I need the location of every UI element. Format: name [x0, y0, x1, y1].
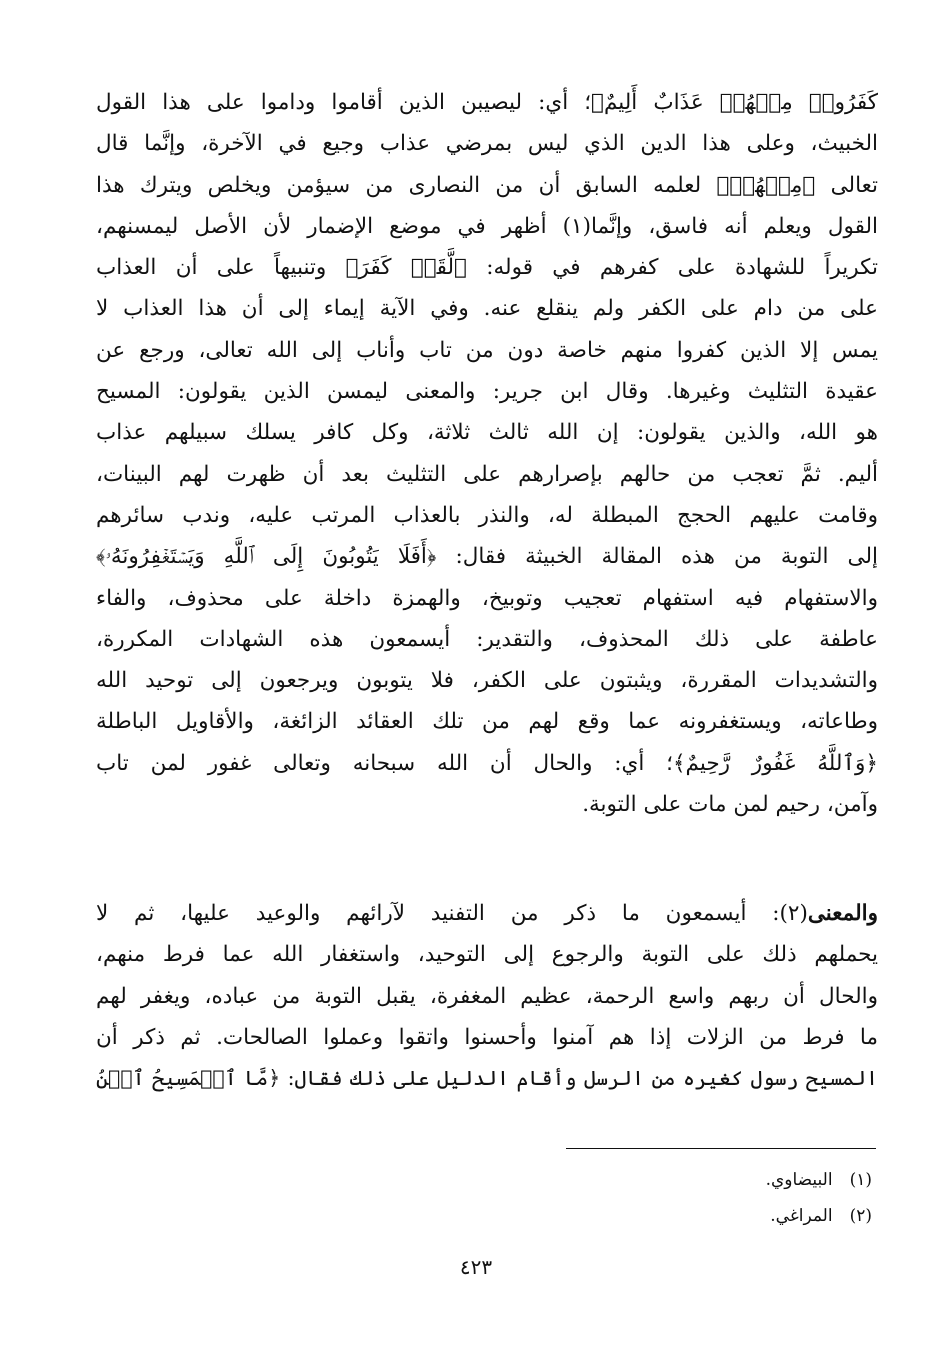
text-line: ﴿وَٱللَّهُ غَفُورٌ رَّحِيمٌ﴾؛ أي: والحال أن الله سبحانه وتعالى غفور لمن تاب	[96, 750, 878, 776]
text-line: تكريراً للشهادة على كفرهم في قوله: ﴿لَّقَدۡ كَفَرَ﴾ وتنبيهاً على أن العذاب	[96, 255, 878, 281]
footnote	[552, 1162, 872, 1198]
text-line: والاستفهام فيه استفهام تعجيب وتوبيخ، والهمزة داخلة على محذوف، والفاء	[96, 585, 878, 611]
text-line	[96, 893, 878, 934]
text-line: تعالى ﴿مِنۡهُمۡ﴾ لعلمه السابق أن من النصارى من سيؤمن ويخلص ويترك هذا	[96, 172, 878, 198]
text-line: وآمن، رحيم لمن مات على التوبة.	[582, 792, 878, 818]
footnote-separator	[566, 1148, 876, 1149]
text-line: يحملهم ذلك على التوبة والرجوع إلى التوحيد، واستغفار الله عما فرط منهم،	[96, 942, 878, 968]
text-line: ما فرط من الزلات إذا هم آمنوا وأحسنوا واتقوا وعملوا الصالحات. ثم ذكر أن	[96, 1024, 878, 1050]
text-line: على من دام على الكفر ولم ينقلع عنه. وفي الآية إيماء إلى أن هذا العذاب لا	[96, 296, 878, 322]
paragraph-2	[96, 893, 878, 1099]
footnotes	[552, 1162, 872, 1234]
paragraph-1	[96, 82, 878, 825]
text-line: وقامت عليهم الحجج المبطلة له، والنذر بالعذاب المرتب عليه، وندب سائرهم	[96, 502, 878, 528]
text-line: القول ويعلم أنه فاسق، وإنَّما(١) أظهر في موضع الإضمار لأن الأصل ليمسنهم،	[96, 213, 878, 239]
text-line: عاطفة على ذلك المحذوف، والتقدير: أيسمعون هذه الشهادات المكررة،	[96, 626, 878, 652]
text-line: كَفَرُوا۟ مِنۡهُمۡ عَذَابٌ أَلِيمٌ﴾؛ أي: ليصيبن الذين أقاموا وداموا على هذا القول	[96, 90, 878, 115]
footnote-number: (٢)	[849, 1206, 872, 1226]
page-number: ٤٢٣	[459, 1255, 493, 1279]
text-line: هو الله، والذين يقولون: إن الله ثالث ثلاثة، وكل كافر يسلك سبيلهم عذاب	[96, 420, 878, 446]
text-line: والحال أن ربهم واسع الرحمة، عظيم المغفرة، يقبل التوبة من عباده، ويغفر لهم	[96, 983, 878, 1009]
text-line: والتشديدات المقررة، ويثبتون على الكفر، فلا يتوبون ويرجعون إلى توحيد الله	[96, 668, 878, 694]
text-line: الخبيث، وعلى هذا الدين الذي ليس بمرضي عذاب وجيع في الآخرة، وإنَّما قال	[96, 131, 878, 157]
text-line: عقيدة التثليث وغيرها. وقال ابن جرير: والمعنى ليمسن الذين يقولون: المسيح	[96, 379, 878, 405]
footnote-text: المراغي.	[770, 1206, 833, 1226]
footnote-number: (١)	[849, 1170, 872, 1190]
text-line: وطاعاته، ويستغفرونه عما وقع لهم من تلك العقائد الزائغة، والأقاويل الباطلة	[96, 709, 878, 735]
text-line: المسيح رسول كغيره من الرسل وأقام الدليل على ذلك فقال: ﴿مَّا ٱلۡمَسِيحُ ٱبۡنُ	[96, 1066, 878, 1091]
footnote-text: البيضاوي.	[765, 1170, 833, 1190]
text-line: إلى التوبة من هذه المقالة الخبيثة فقال: ﴿أَفَلَا يَتُوبُونَ إِلَى ٱللَّهِ وَيَسۡتَغۡفِرُونَهُۥ﴾	[96, 544, 878, 570]
text-line: يمس إلا الذين كفروا منهم خاصة دون من تاب وأناب إلى الله تعالى، ورجع عن	[96, 337, 878, 363]
paragraph-lead-word: والمعنى	[807, 901, 878, 926]
paragraph-lead-rest: (٢): أيسمعون ما ذكر من التفنيد لآرائهم والوعيد عليها، ثم لا	[96, 901, 808, 926]
text-line: أليم. ثمَّ تعجب من حالهم بإصرارهم على التثليث بعد أن ظهرت لهم البينات،	[96, 461, 878, 487]
footnote	[552, 1198, 872, 1234]
